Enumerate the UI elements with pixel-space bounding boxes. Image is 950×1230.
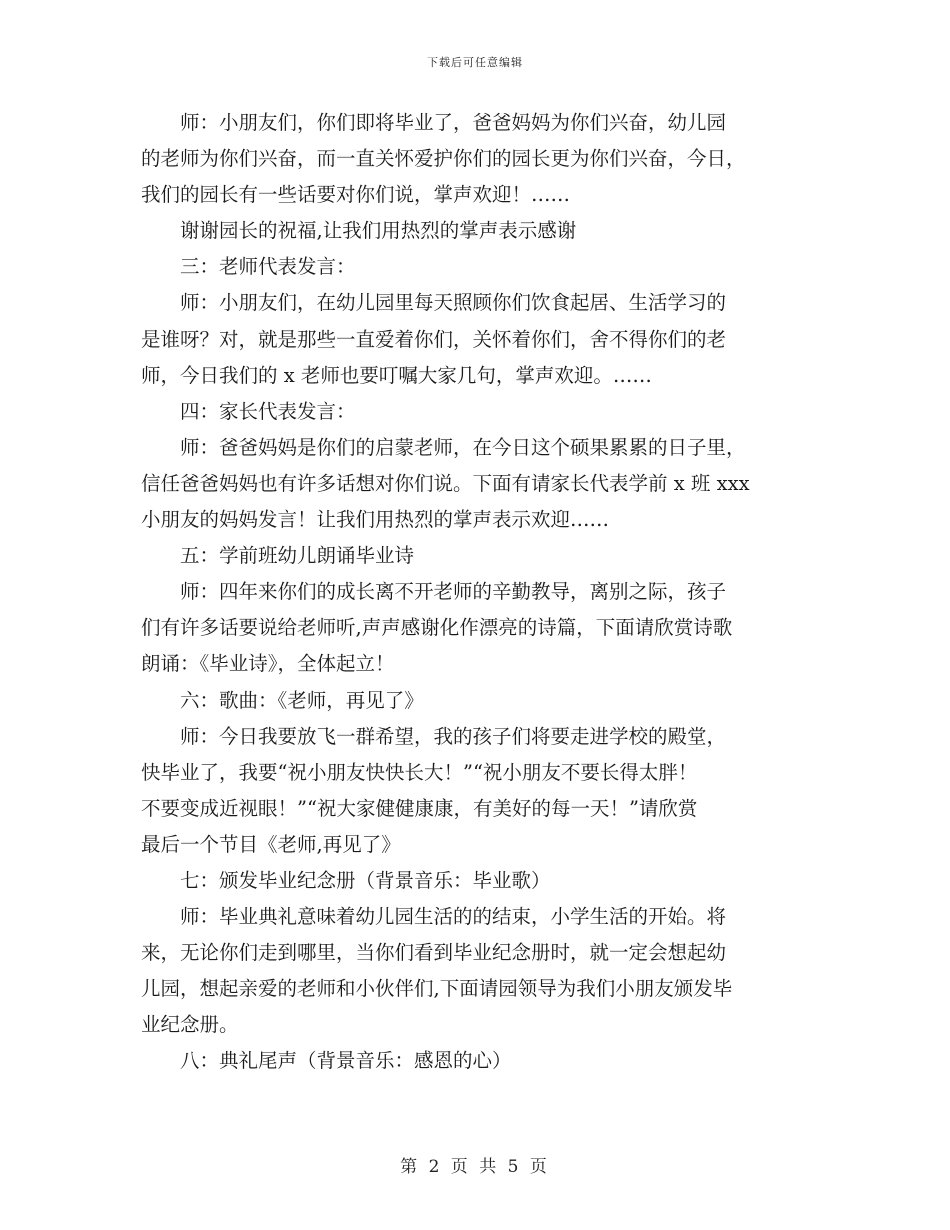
text-line: 们有许多话要说给老师听,声声感谢化作漂亮的诗篇，下面请欣赏诗歌 [141, 616, 733, 640]
section-heading [141, 1043, 809, 1079]
text-line: 五：学前班幼儿朗诵毕业诗 [180, 544, 415, 568]
text-line: 最后一个节目《老师,再见了》 [141, 832, 401, 856]
section-heading [141, 863, 809, 899]
document-body [141, 105, 809, 1080]
text-line: 师：今日我要放飞一群希望，我的孩子们将要走进学校的殿堂， [180, 724, 727, 748]
text-line: 朗诵：《毕业诗》，全体起立！ [141, 652, 395, 676]
text-line: 师：四年来你们的成长离不开老师的辛勤教导，离别之际，孩子 [180, 580, 727, 604]
text-line: 来，无论你们走到哪里，当你们看到毕业纪念册时，就一定会想起幼 [141, 941, 727, 965]
text-line: 儿园，想起亲爱的老师和小伙伴们,下面请园领导为我们小朋友颁发毕 [141, 977, 733, 1001]
paragraph [141, 719, 809, 863]
text-line: 七：颁发毕业纪念册（背景音乐：毕业歌） [180, 868, 551, 892]
text-line: 的老师为你们兴奋，而一直关怀爱护你们的园长更为你们兴奋，今日， [141, 147, 746, 171]
text-line: 六：歌曲：《老师，再见了》 [180, 688, 424, 712]
text-line: 小朋友的妈妈发言！让我们用热烈的掌声表示欢迎…… [141, 508, 610, 532]
text-line: 不要变成近视眼！”“祝大家健健康康，有美好的每一天！”请欣赏 [141, 796, 698, 820]
paragraph [141, 430, 809, 538]
paragraph [141, 285, 809, 393]
text-line: 我们的园长有一些话要对你们说，掌声欢迎！…… [141, 183, 571, 207]
text-line: 三：老师代表发言： [180, 255, 356, 279]
text-line: 信任爸爸妈妈也有许多话想对你们说。下面有请家长代表学前 x 班 xxx [141, 471, 750, 495]
text-line: 业纪念册。 [141, 1013, 239, 1037]
paragraph [141, 105, 809, 213]
text-line: 八：典礼尾声（背景音乐：感恩的心） [180, 1049, 512, 1073]
paragraph [141, 213, 809, 249]
section-heading [141, 683, 809, 719]
paragraph [141, 899, 809, 1043]
text-line: 是谁呀？对，就是那些一直爱着你们，关怀着你们，舍不得你们的老 [141, 327, 727, 351]
page-header: 下载后可任意编辑 [427, 56, 523, 69]
section-heading [141, 249, 809, 285]
section-heading [141, 538, 809, 574]
text-line: 师：小朋友们，你们即将毕业了，爸爸妈妈为你们兴奋，幼儿园 [180, 111, 727, 134]
text-line: 师：小朋友们，在幼儿园里每天照顾你们饮食起居、生活学习的 [180, 291, 727, 315]
text-line: 谢谢园长的祝福,让我们用热烈的掌声表示感谢 [180, 219, 577, 243]
paragraph [141, 574, 809, 682]
text-line: 师：毕业典礼意味着幼儿园生活的的结束，小学生活的开始。将 [180, 905, 727, 929]
text-line: 师：爸爸妈妈是你们的启蒙老师，在今日这个硕果累累的日子里， [180, 435, 746, 459]
text-line: 快毕业了，我要“祝小朋友快快长大！”“祝小朋友不要长得太胖！ [141, 760, 698, 784]
section-heading [141, 394, 809, 430]
text-line: 师，今日我们的 x 老师也要叮嘱大家几句，掌声欢迎。…… [141, 363, 652, 387]
text-line: 四：家长代表发言： [180, 399, 356, 423]
page-number-footer: 第 2 页 共 5 页 [400, 1157, 550, 1177]
